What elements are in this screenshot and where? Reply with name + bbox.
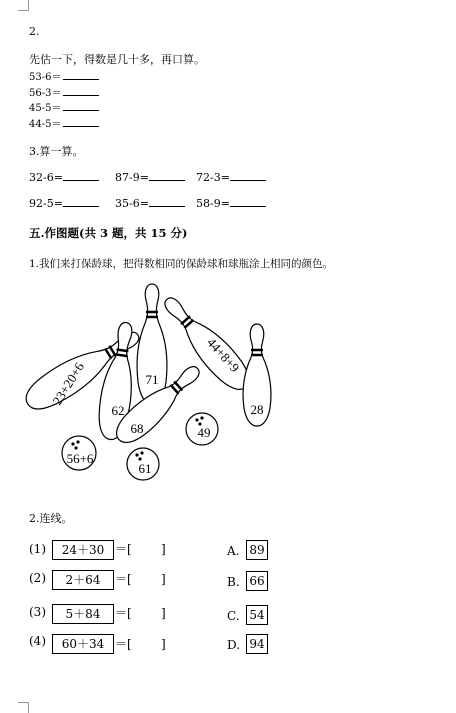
problem-line: 35-6= (115, 196, 185, 210)
answer-bracket-close: ] (161, 637, 166, 651)
pin-label: 62 (111, 403, 125, 418)
option-letter: C. (227, 609, 240, 623)
problem-line: 56-3＝ (29, 85, 99, 100)
pin-label: 71 (145, 372, 159, 387)
problem-line: 58-9= (196, 196, 266, 210)
problem-line: 32-6= (29, 170, 99, 184)
expression-box: 2＋64 (52, 570, 114, 590)
section-number: 2. (29, 25, 40, 38)
option-letter: D. (227, 638, 241, 652)
pin-label: 23+20+6 (49, 359, 88, 408)
problem-line: 45-5＝ (29, 100, 99, 115)
question-title: 2.连线。 (29, 512, 73, 525)
problem-line: 72-3= (196, 170, 266, 184)
page-corner-mark (18, 702, 29, 713)
pin-label: 44+8+9 (204, 334, 243, 376)
option-answer-box[interactable]: 54 (246, 605, 268, 625)
option-answer-box[interactable]: 66 (246, 571, 268, 591)
item-number: (4) (29, 634, 46, 648)
instruction-text: 先估一下，得数是几十多，再口算。 (29, 53, 205, 66)
section-title: 五.作图题(共 3 题，共 15 分) (29, 226, 188, 240)
option-letter: A. (227, 544, 240, 558)
answer-bracket-open: ＝[ (115, 572, 132, 586)
option-answer-box[interactable]: 89 (246, 540, 268, 560)
question-instruction: 1.我们来打保龄球，把得数相同的保龄球和球瓶涂上相同的颜色。 (29, 258, 334, 270)
pin-label: 68 (130, 421, 144, 436)
page-corner-mark (18, 0, 29, 11)
answer-bracket-close: ] (161, 606, 166, 620)
item-number: (1) (29, 542, 46, 556)
ball-label: 49 (197, 425, 211, 440)
answer-bracket-open: ＝[ (115, 542, 132, 556)
section-title: 3.算一算。 (29, 145, 84, 158)
expression-box: 60＋34 (52, 634, 114, 654)
item-number: (2) (29, 571, 46, 585)
problem-line: 92-5= (29, 196, 99, 210)
answer-bracket-open: ＝[ (115, 606, 132, 620)
problem-line: 87-9= (115, 170, 185, 184)
expression-box: 24＋30 (52, 540, 114, 560)
problem-line: 53-6＝ (29, 69, 99, 84)
pin-label: 28 (250, 402, 264, 417)
option-letter: B. (227, 575, 240, 589)
answer-bracket-open: ＝[ (115, 637, 132, 651)
problem-line: 44-5＝ (29, 116, 99, 131)
bowling-illustration (24, 282, 284, 487)
ball-label: 56+6 (66, 451, 94, 466)
answer-bracket-close: ] (161, 542, 166, 556)
expression-box: 5＋84 (52, 604, 114, 624)
ball-label: 61 (138, 461, 152, 476)
option-answer-box[interactable]: 94 (246, 634, 268, 654)
item-number: (3) (29, 605, 46, 619)
answer-bracket-close: ] (161, 572, 166, 586)
